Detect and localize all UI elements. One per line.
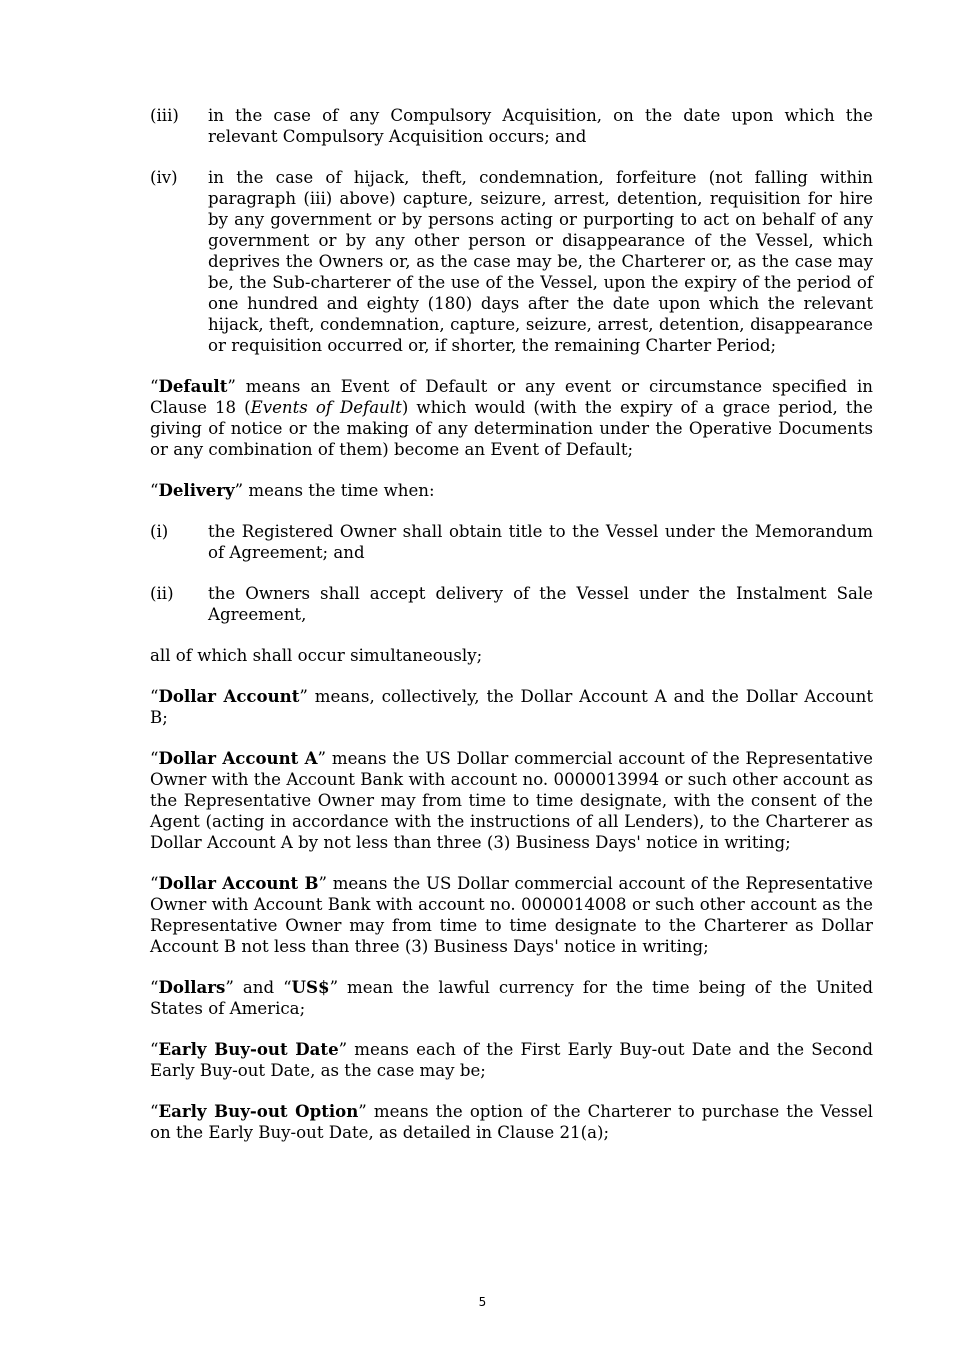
definition-text: means each of the First Early Buy-out Date and the Second Early Buy-out Date, as the case may be; xyxy=(150,1040,873,1080)
definition-text: and xyxy=(233,978,284,997)
defined-term: Early Buy-out Date xyxy=(158,1039,339,1059)
list-item-number: (i) xyxy=(150,522,169,541)
defined-term: Dollar Account B xyxy=(158,873,319,893)
definition-text: means the US Dollar commercial account of the Representative Owner with Account Bank with account no. 0000014008 or such other account as the Representative Owner may from time to time designate to the Charterer as Dollar Account B not less than three (3) Business Days' notice in writing; xyxy=(150,874,873,956)
list-item-text: the Owners shall accept delivery of the Vessel under the Instalment Sale Agreement, xyxy=(208,584,873,624)
list-item-i xyxy=(150,521,873,563)
list-item-text: the Registered Owner shall obtain title to the Vessel under the Memorandum of Agreement; and xyxy=(208,522,873,562)
definition-text: ) which would (with the expiry of a grace period, the giving of notice or the making of any determination under the Operative Documents or any combination of them) become an Event of Default; xyxy=(150,398,874,459)
close-quote: ” xyxy=(338,1040,348,1059)
open-quote: “ xyxy=(150,687,159,706)
definition-text: means the option of the Charterer to purchase the Vessel on the Early Buy-out Date, as detailed in Clause 21(a); xyxy=(150,1102,873,1142)
list-item-text: in the case of hijack, theft, condemnation, forfeiture (not falling within paragraph (iii) above) capture, seizure, arrest, detention, requisition for hire by any government or by persons acting or purporting to act on behalf of any government or by any other person or disappearance of the Vessel, which deprives the Owners or, as the case may be, the Charterer or, as the case may be, the Sub-charterer of the use of the Vessel, upon the expiry of the period of one hundred and eighty (180) days after the date upon which the relevant hijack, theft, condemnation, capture, seizure, arrest, detention, disappearance or requisition occurred or, if shorter, the remaining Charter Period; xyxy=(208,168,873,355)
definition-dollars xyxy=(150,977,873,1019)
definition-text: means the time when: xyxy=(243,481,435,500)
definition-dollar-account xyxy=(150,686,873,728)
close-quote: ” xyxy=(329,978,339,997)
definition-delivery xyxy=(150,480,873,501)
defined-term: Dollar Account A xyxy=(158,748,318,768)
defined-term: Early Buy-out Option xyxy=(158,1101,359,1121)
open-quote: “ xyxy=(150,1102,159,1121)
list-item-iii xyxy=(150,105,873,147)
list-item-number: (iii) xyxy=(150,106,179,125)
open-quote: “ xyxy=(150,749,159,768)
close-quote: ” xyxy=(358,1102,367,1121)
definition-text: means the US Dollar commercial account of the Representative Owner with the Account Bank with account no. 0000013994 or such other account as the Representative Owner may from time to time designate, with the consent of the Agent (acting in accordance with the instructions of all Lenders), to the Charterer as Dollar Account A by not less than three (3) Business Days' notice in writing; xyxy=(150,749,873,852)
open-quote: “ xyxy=(150,874,159,893)
close-quote: ” xyxy=(318,874,327,893)
defined-term: Default xyxy=(158,376,228,396)
open-quote: “ xyxy=(150,377,159,396)
simultaneous-clause: all of which shall occur simultaneously; xyxy=(150,646,483,665)
list-item-iv xyxy=(150,167,873,356)
document-page xyxy=(150,105,873,1163)
close-quote: ” xyxy=(234,481,244,500)
close-quote: ” xyxy=(225,978,234,997)
open-quote: “ xyxy=(283,978,292,997)
open-quote: “ xyxy=(150,1040,159,1059)
close-quote: ” xyxy=(317,749,327,768)
defined-term: US$ xyxy=(291,977,330,997)
defined-term: Dollar Account xyxy=(158,686,300,706)
close-quote: ” xyxy=(299,687,308,706)
defined-term: Dollars xyxy=(158,977,226,997)
list-item-number: (iv) xyxy=(150,168,178,187)
definition-early-buyout-date xyxy=(150,1039,873,1081)
open-quote: “ xyxy=(150,481,159,500)
definition-default xyxy=(150,376,873,460)
defined-term: Delivery xyxy=(158,480,235,500)
page-number: 5 xyxy=(478,1295,487,1309)
definition-text: means, collectively, the Dollar Account A and the Dollar Account B; xyxy=(150,687,873,727)
definition-text: means an Event of Default or any event or circumstance specified in Clause 18 ( xyxy=(150,377,873,417)
clause-reference: Events of Default xyxy=(250,398,402,417)
list-item-ii xyxy=(150,583,873,625)
list-item-text: in the case of any Compulsory Acquisition, on the date upon which the relevant Compulsory Acquisition occurs; and xyxy=(208,106,873,146)
list-item-number: (ii) xyxy=(150,584,174,603)
open-quote: “ xyxy=(150,978,159,997)
definition-early-buyout-option xyxy=(150,1101,873,1143)
close-quote: ” xyxy=(227,377,236,396)
definition-text: mean the lawful currency for the time being of the United States of America; xyxy=(150,978,873,1018)
definition-dollar-account-a xyxy=(150,748,873,853)
definition-dollar-account-b xyxy=(150,873,873,957)
